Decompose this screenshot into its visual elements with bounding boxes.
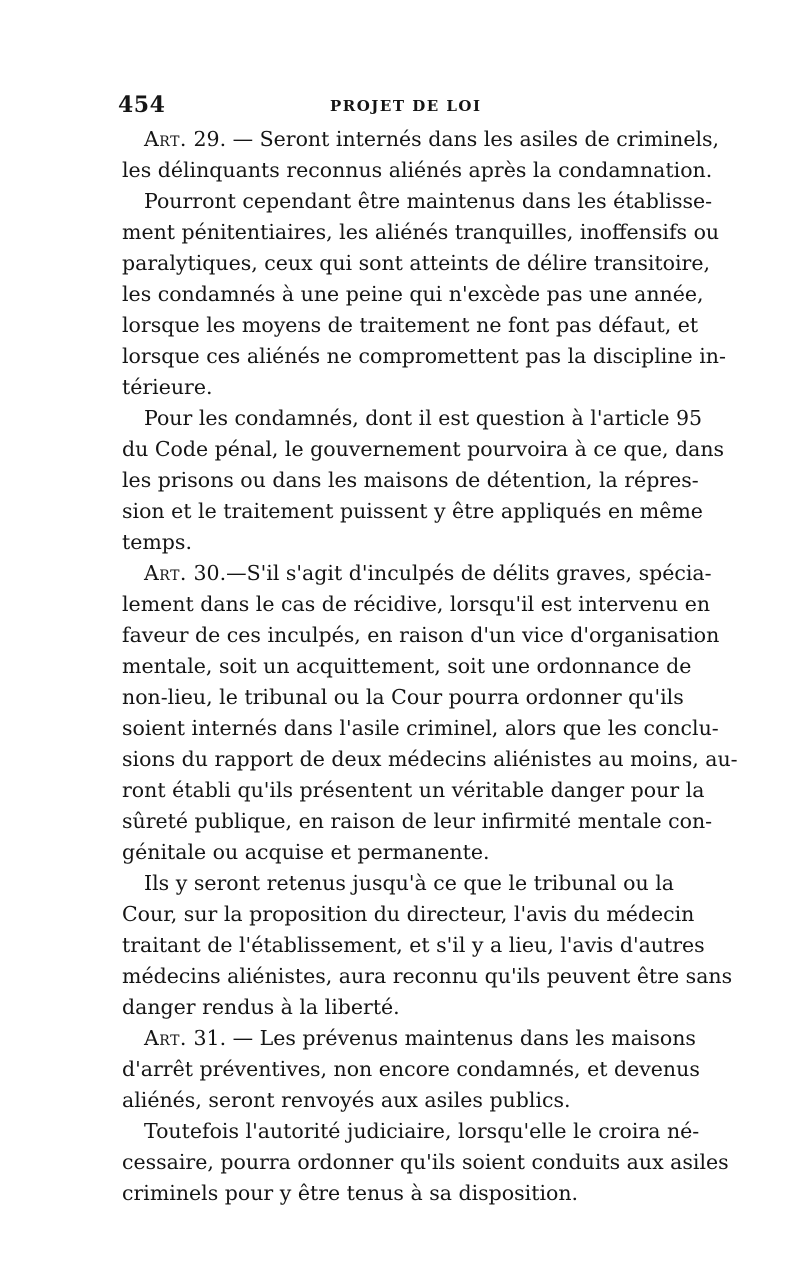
- line-text: ront établi qu'ils présentent un véritable danger pour la: [122, 778, 705, 802]
- line-text: soient internés dans l'asile criminel, alors que les conclu-: [122, 716, 719, 740]
- line-text: mentale, soit un acquittement, soit une ordonnance de: [122, 654, 692, 678]
- text-line: [122, 806, 713, 837]
- text-line: [122, 279, 704, 310]
- line-text: non-lieu, le tribunal ou la Cour pourra ordonner qu'ils: [122, 685, 684, 709]
- text-line: [122, 124, 720, 155]
- text-line: [122, 1116, 700, 1147]
- line-text: ment pénitentiaires, les aliénés tranquilles, inoffensifs ou: [122, 220, 720, 244]
- text-line: [122, 372, 674, 403]
- running-title: PROJET DE LOI: [330, 97, 482, 115]
- text-line: [122, 1147, 729, 1178]
- text-line: [122, 1023, 696, 1054]
- line-text: térieure.: [122, 375, 213, 399]
- article-label: Art.: [144, 127, 187, 151]
- text-line: [122, 1178, 674, 1209]
- text-line: [122, 1054, 700, 1085]
- text-line: [122, 775, 705, 806]
- text-line: [122, 744, 738, 775]
- line-text: criminels pour y être tenus à sa disposition.: [122, 1181, 579, 1205]
- line-text: 30.—S'il s'agit d'inculpés de délits graves, spécia-: [186, 561, 712, 585]
- line-text: les délinquants reconnus aliénés après la condamnation.: [122, 158, 713, 182]
- text-line: [122, 992, 674, 1023]
- line-text: Cour, sur la proposition du directeur, l'avis du médecin: [122, 902, 695, 926]
- line-text: Pourront cependant être maintenus dans les établisse-: [144, 189, 713, 213]
- line-text: Toutefois l'autorité judiciaire, lorsqu'elle le croira né-: [144, 1119, 700, 1143]
- page-number: 454: [118, 92, 166, 118]
- line-text: du Code pénal, le gouvernement pourvoira à ce que, dans: [122, 437, 725, 461]
- line-text: les condamnés à une peine qui n'excède pas une année,: [122, 282, 704, 306]
- text-line: [122, 403, 703, 434]
- line-text: médecins aliénistes, aura reconnu qu'ils peuvent être sans: [122, 964, 733, 988]
- body-text: [122, 124, 738, 1209]
- article-label: Art.: [144, 561, 187, 585]
- article-label: Art.: [144, 1026, 187, 1050]
- line-text: d'arrêt préventives, non encore condamnés, et devenus: [122, 1057, 700, 1081]
- line-text: aliénés, seront renvoyés aux asiles publics.: [122, 1088, 571, 1112]
- line-text: génitale ou acquise et permanente.: [122, 840, 490, 864]
- line-text: Pour les condamnés, dont il est question à l'article 95: [144, 406, 703, 430]
- text-line: [122, 651, 692, 682]
- text-line: [122, 341, 726, 372]
- text-line: [122, 558, 712, 589]
- text-line: [122, 682, 684, 713]
- line-text: cessaire, pourra ordonner qu'ils soient conduits aux asiles: [122, 1150, 729, 1174]
- text-line: [122, 310, 699, 341]
- text-line: [122, 1085, 674, 1116]
- text-line: [122, 589, 711, 620]
- text-line: [122, 713, 719, 744]
- text-line: [122, 217, 720, 248]
- line-text: les prisons ou dans les maisons de détention, la répres-: [122, 468, 699, 492]
- text-line: [122, 868, 674, 899]
- line-text: sûreté publique, en raison de leur infirmité mentale con-: [122, 809, 713, 833]
- line-text: lorsque ces aliénés ne compromettent pas la discipline in-: [122, 344, 726, 368]
- line-text: traitant de l'établissement, et s'il y a lieu, l'avis d'autres: [122, 933, 705, 957]
- text-line: [122, 961, 733, 992]
- text-line: [122, 496, 703, 527]
- text-line: [122, 620, 720, 651]
- text-line: [122, 186, 713, 217]
- line-text: 29. — Seront internés dans les asiles de criminels,: [186, 127, 720, 151]
- line-text: sions du rapport de deux médecins aliénistes au moins, au-: [122, 747, 738, 771]
- line-text: paralytiques, ceux qui sont atteints de délire transitoire,: [122, 251, 710, 275]
- text-line: [122, 434, 725, 465]
- text-line: [122, 930, 705, 961]
- text-line: [122, 527, 674, 558]
- text-line: [122, 155, 713, 186]
- line-text: lorsque les moyens de traitement ne font pas défaut, et: [122, 313, 699, 337]
- line-text: temps.: [122, 530, 192, 554]
- line-text: Ils y seront retenus jusqu'à ce que le tribunal ou la: [144, 871, 674, 895]
- page-header: [118, 92, 674, 126]
- line-text: 31. — Les prévenus maintenus dans les maisons: [186, 1026, 696, 1050]
- line-text: danger rendus à la liberté.: [122, 995, 400, 1019]
- text-line: [122, 248, 710, 279]
- line-text: faveur de ces inculpés, en raison d'un vice d'organisation: [122, 623, 720, 647]
- text-line: [122, 837, 674, 868]
- line-text: sion et le traitement puissent y être appliqués en même: [122, 499, 703, 523]
- text-line: [122, 899, 695, 930]
- line-text: lement dans le cas de récidive, lorsqu'il est intervenu en: [122, 592, 711, 616]
- text-line: [122, 465, 699, 496]
